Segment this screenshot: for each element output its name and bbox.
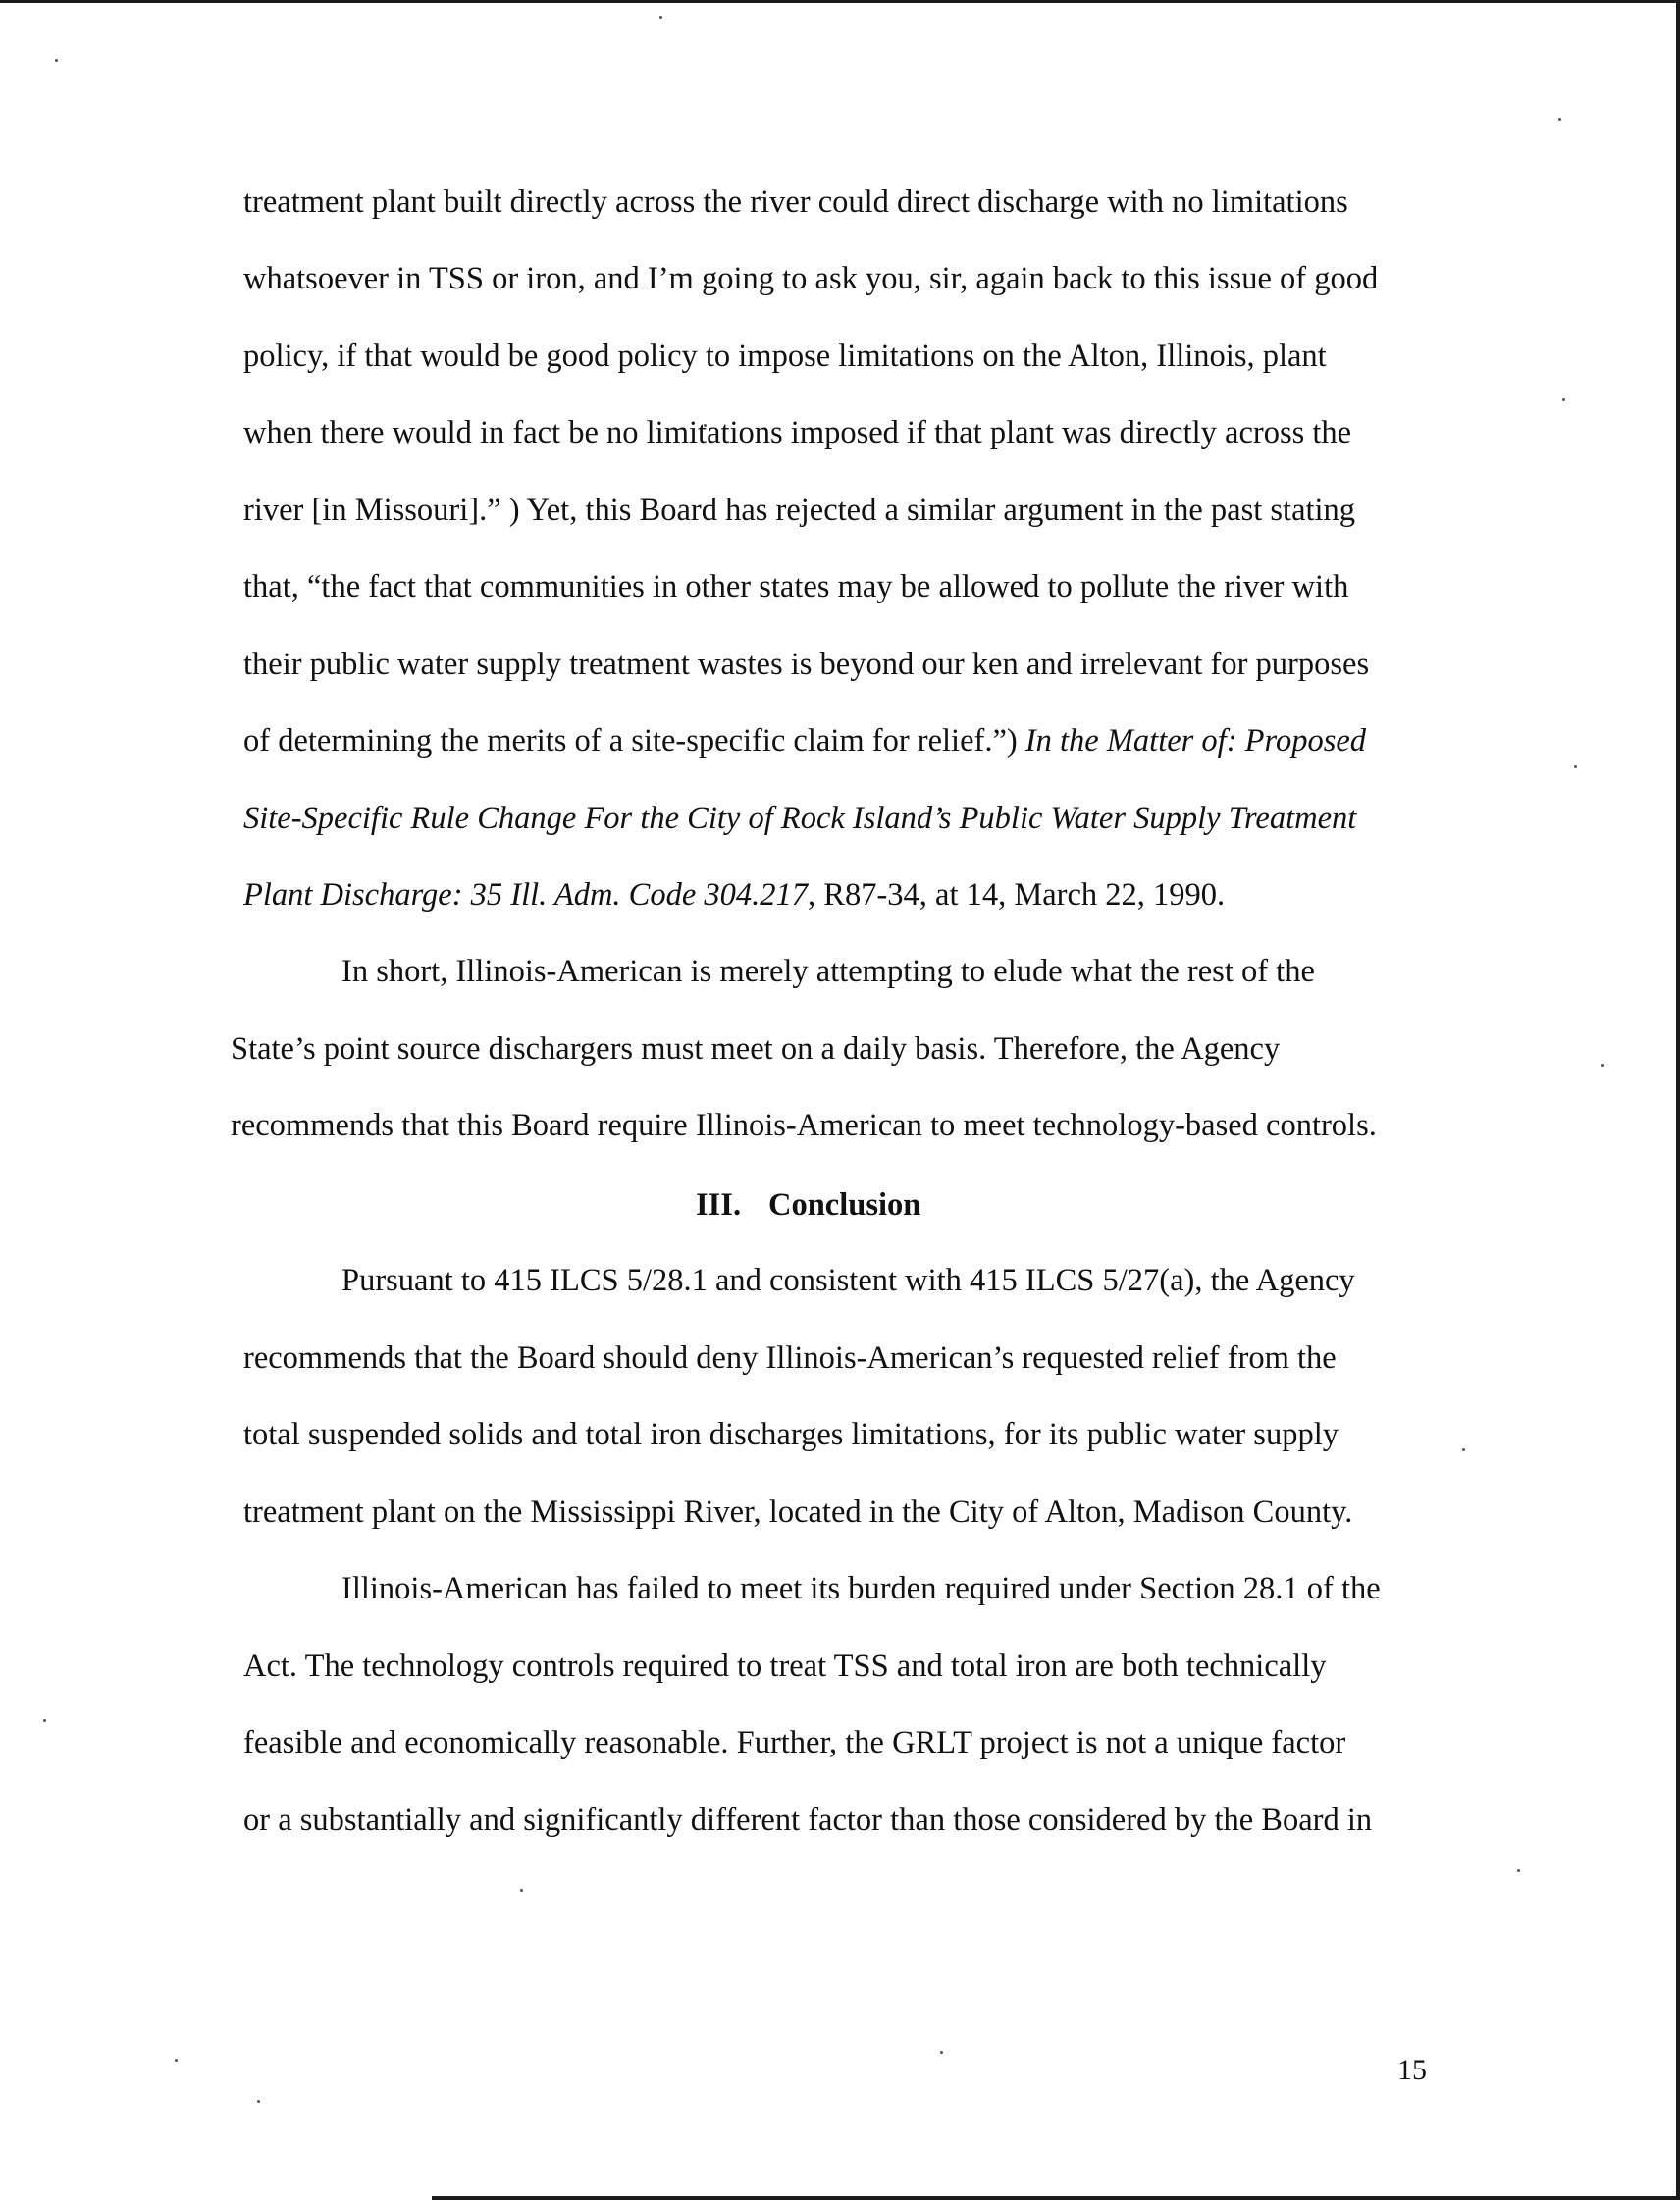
text-line: Act. The technology controls required to treat TSS and total iron are both technically — [243, 1649, 1327, 1684]
text-segment: of determining the merits of a site-specific claim for relief.”) — [243, 723, 1025, 759]
text-line: In short, Illinois-American is merely attempting to elude what the rest of the — [341, 954, 1315, 989]
scan-speck — [520, 1889, 523, 1892]
text-line: treatment plant built directly across the river could direct discharge with no limitations — [243, 184, 1348, 220]
text-line: whatsoever in TSS or iron, and I’m going to ask you, sir, again back to this issue of good — [243, 261, 1379, 296]
text-line: their public water supply treatment wastes is beyond our ken and irrelevant for purposes — [243, 647, 1370, 682]
scan-speck — [1601, 1064, 1604, 1067]
case-citation: Plant Discharge: 35 Ill. Adm. Code 304.217 — [243, 877, 809, 913]
page-number: 15 — [1397, 2054, 1427, 2086]
text-line: policy, if that would be good policy to impose limitations on the Alton, Illinois, plant — [243, 339, 1327, 374]
text-line: State’s point source dischargers must meet on a daily basis. Therefore, the Agency — [231, 1031, 1281, 1067]
text-line: Illinois-American has failed to meet its burden required under Section 28.1 of the — [341, 1571, 1381, 1606]
text-line — [243, 721, 1366, 760]
text-line: total suspended solids and total iron discharges limitations, for its public water supply — [243, 1417, 1339, 1452]
text-line: or a substantially and significantly different factor than those considered by the Board in — [243, 1803, 1373, 1838]
section-title: Conclusion — [768, 1187, 921, 1223]
scan-speck — [257, 2100, 260, 2103]
text-line: treatment plant on the Mississippi River, located in the City of Alton, Madison County. — [243, 1494, 1353, 1530]
text-line — [243, 875, 1225, 915]
scan-speck — [1462, 1448, 1465, 1451]
scan-speck — [1562, 398, 1565, 401]
scan-border-right — [1676, 0, 1680, 2200]
text-line: river [in Missouri].” ) Yet, this Board has rejected a similar argument in the past stating — [243, 493, 1356, 528]
scan-border-bottom — [432, 2196, 1680, 2200]
case-citation: Site-Specific Rule Change For the City of Rock Island’s Public Water Supply Treatment — [243, 801, 1357, 836]
text-line: recommends that the Board should deny Illinois-American’s requested relief from the — [243, 1340, 1337, 1376]
scan-speck — [659, 16, 662, 19]
scan-speck — [1574, 765, 1577, 768]
scan-border-top — [0, 0, 1680, 3]
text-line: recommends that this Board require Illinois-American to meet technology-based controls. — [231, 1108, 1377, 1143]
scan-speck — [1517, 1869, 1520, 1872]
scan-speck — [940, 2051, 943, 2054]
section-number: III. — [696, 1187, 742, 1223]
text-line — [243, 799, 1356, 838]
scan-speck — [55, 59, 58, 62]
scan-speck — [43, 1719, 46, 1722]
text-line: Pursuant to 415 ILCS 5/28.1 and consistent with 415 ILCS 5/27(a), the Agency — [341, 1263, 1355, 1298]
text-line: feasible and economically reasonable. Further, the GRLT project is not a unique factor — [243, 1725, 1346, 1760]
case-citation: In the Matter of: Proposed — [1024, 723, 1367, 759]
text-segment: , R87-34, at 14, March 22, 1990. — [808, 877, 1226, 913]
text-line: that, “the fact that communities in other states may be allowed to pollute the river with — [243, 569, 1349, 604]
scan-speck — [1558, 118, 1561, 121]
text-line: when there would in fact be no limitations imposed if that plant was directly across the — [243, 415, 1352, 450]
scan-speck — [175, 2059, 178, 2062]
